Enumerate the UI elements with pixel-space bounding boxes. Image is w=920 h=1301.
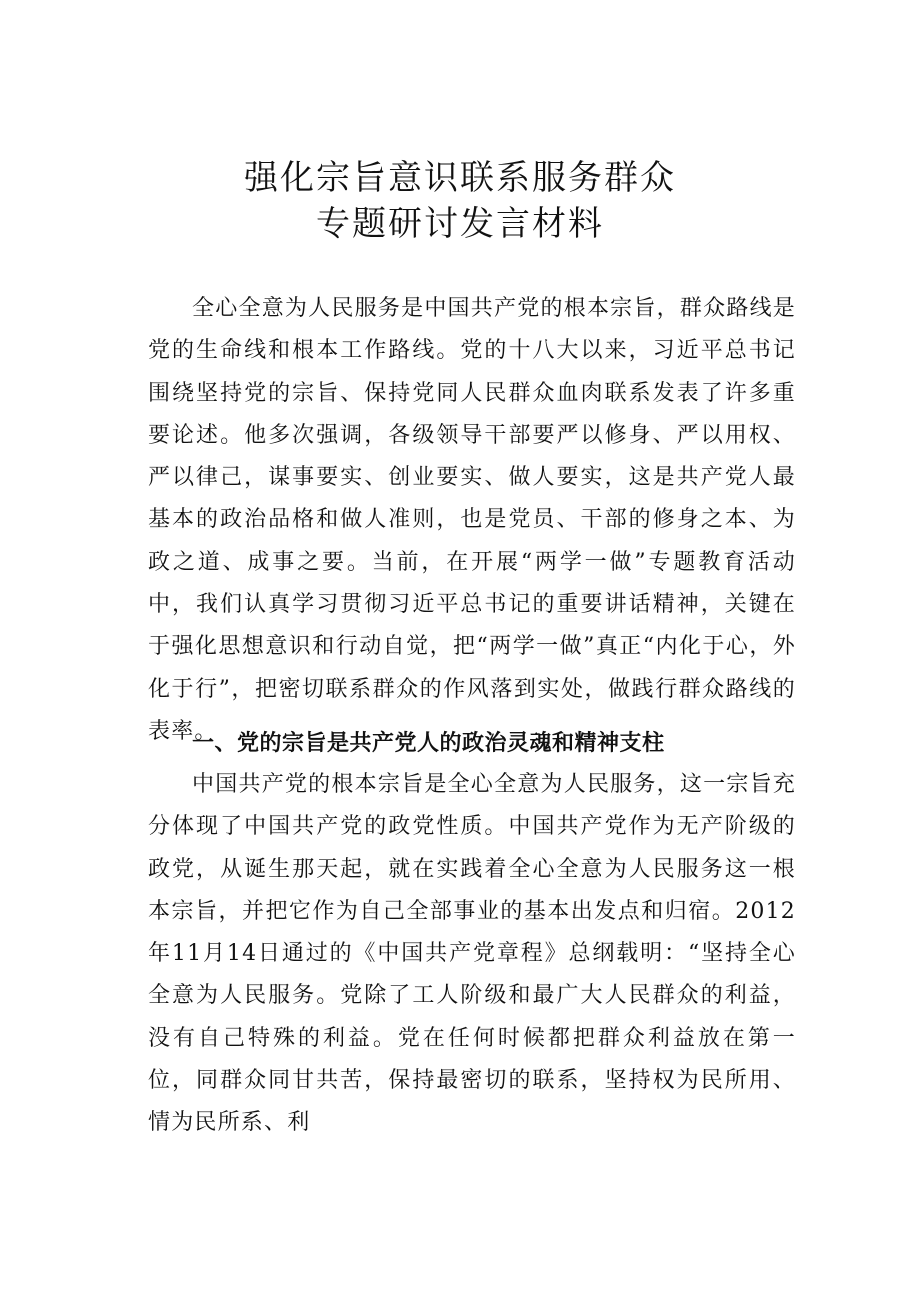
- document-title-line-2: 专题研讨发言材料: [316, 204, 604, 244]
- intro-paragraph: 全心全意为人民服务是中国共产党的根本宗旨，群众路线是党的生命线和根本工作路线。党的十八大以来，习近平总书记围绕坚持党的宗旨、保持党同人民群众血肉联系发表了许多重要论述。他多次强调，各级领导干部要严以修身、严以用权、严以律己，谋事要实、创业要实、做人要实，这是共产党人最基本的政治品格和做人准则，也是党员、干部的修身之本、为政之道、成事之要。当前，在开展“两学一做”专题教育活动中，我们认真学习贯彻习近平总书记的重要讲话精神，关键在于强化思想意识和行动自觉，把“两学一做”真正“内化于心，外化于行”，把密切联系群众的作风落到实处，做践行群众路线的表率。: [148, 296, 796, 744]
- section-1-paragraph: 中国共产党的根本宗旨是全心全意为人民服务，这一宗旨充分体现了中国共产党的政党性质。中国共产党作为无产阶级的政党，从诞生那天起，就在实践着全心全意为人民服务这一根本宗旨，并把它作为自己全部事业的基本出发点和归宿。2012年11月14日通过的《中国共产党章程》总纲载明：“坚持全心全意为人民服务。党除了工人阶级和最广大人民群众的利益，没有自己特殊的利益。党在任何时候都把群众利益放在第一位，同群众同甘共苦，保持最密切的联系，坚持权为民所用、情为民所系、利: [148, 772, 796, 1136]
- document-title-line-1: 强化宗旨意识联系服务群众: [244, 158, 676, 198]
- section-1-heading: 一、党的宗旨是共产党人的政治灵魂和精神支柱: [192, 731, 665, 756]
